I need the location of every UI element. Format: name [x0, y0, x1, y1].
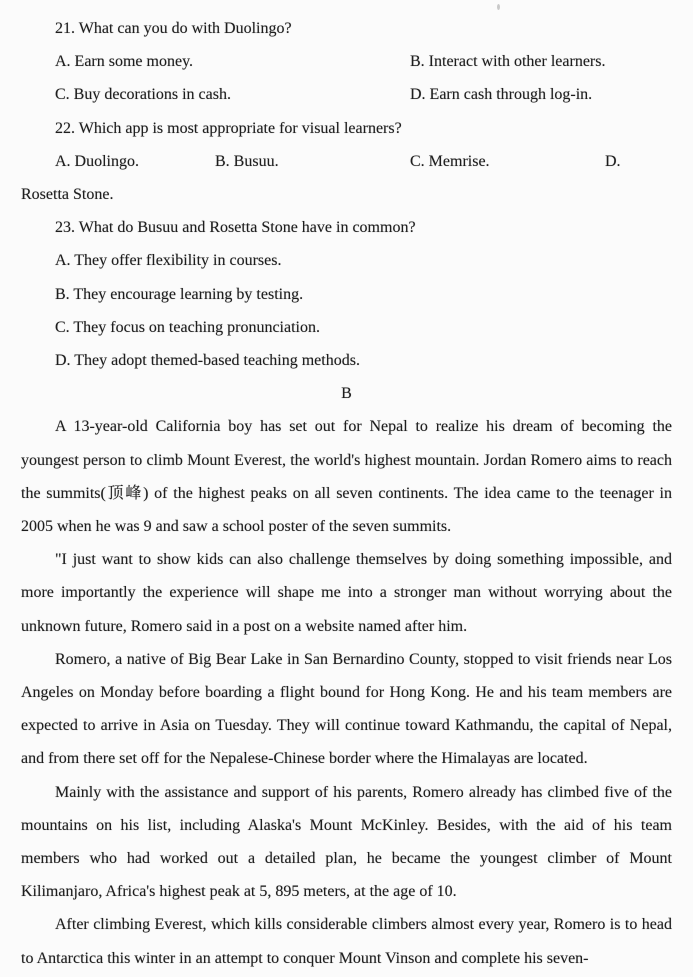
passage-paragraph-4: Mainly with the assistance and support of his parents, Romero already has climbed five of the mountains on his list, including Alaska's Mount McKinley. Besides, with the aid of his team members who had worked out a detailed plan, he became the youngest climber of Mount Kilimanjaro, Africa's highest peak at 5, 895 meters, at the age of 10.: [21, 783, 672, 901]
question-21-stem: 21. What can you do with Duolingo?: [55, 20, 292, 37]
q21-option-d: D. Earn cash through log-in.: [410, 86, 593, 104]
passage-paragraph-1: A 13-year-old California boy has set out for Nepal to realize his dream of becoming the youngest person to climb Mount Everest, the world's highest mountain. Jordan Romero aims to reach the summits(顶峰) of the highest peaks on all seven continents. The idea came to the teenager in 2005 when he was 9 and saw a school poster of the seven summits.: [21, 418, 672, 536]
q22-option-d-label: D.: [605, 152, 621, 170]
question-21-options-row-2: [55, 78, 672, 111]
q22-option-d-wrapped-text: Rosetta Stone.: [21, 186, 114, 203]
q22-option-b: B. Busuu.: [215, 152, 279, 170]
question-23-stem: 23. What do Busuu and Rosetta Stone have in common?: [55, 219, 416, 237]
passage-paragraph-2: "I just want to show kids can also challenge themselves by doing something impossible, and more importantly the experience will shape me into a stronger man without worrying about the unknown future, Romero said in a post on a website named after him.: [21, 551, 672, 635]
passage-paragraph-5: After climbing Everest, which kills considerable climbers almost every year, Romero is to head to Antarctica this winter in an attempt to conquer Mount Vinson and complete his seven-: [21, 916, 672, 967]
q21-option-b: B. Interact with other learners.: [410, 53, 606, 71]
question-22-stem: 22. Which app is most appropriate for visual learners?: [55, 119, 402, 137]
question-21-options-row-1: [55, 45, 672, 78]
q21-option-a: A. Earn some money.: [55, 53, 194, 71]
q22-option-a: A. Duolingo.: [55, 152, 139, 170]
passage-paragraph-3: Romero, a native of Big Bear Lake in San Bernardino County, stopped to visit friends near Los Angeles on Monday before boarding a flight bound for Hong Kong. He and his team members are expected to arrive in Asia on Tuesday. They will continue toward Kathmandu, the capital of Nepal, and from there set off for the Nepalese-Chinese border where the Himalayas are located.: [21, 650, 672, 768]
q21-option-c: C. Buy decorations in cash.: [55, 86, 231, 104]
passage-section-label: B: [341, 385, 352, 403]
question-22-options-row: [55, 145, 672, 178]
q23-option-b: B. They encourage learning by testing.: [55, 285, 304, 303]
q23-option-d: D. They adopt themed-based teaching methods.: [55, 352, 360, 370]
q23-option-c: C. They focus on teaching pronunciation.: [55, 318, 320, 336]
scan-artifact: [497, 4, 500, 10]
q22-option-c: C. Memrise.: [410, 152, 490, 170]
q23-option-a: A. They offer flexibility in courses.: [55, 252, 282, 270]
